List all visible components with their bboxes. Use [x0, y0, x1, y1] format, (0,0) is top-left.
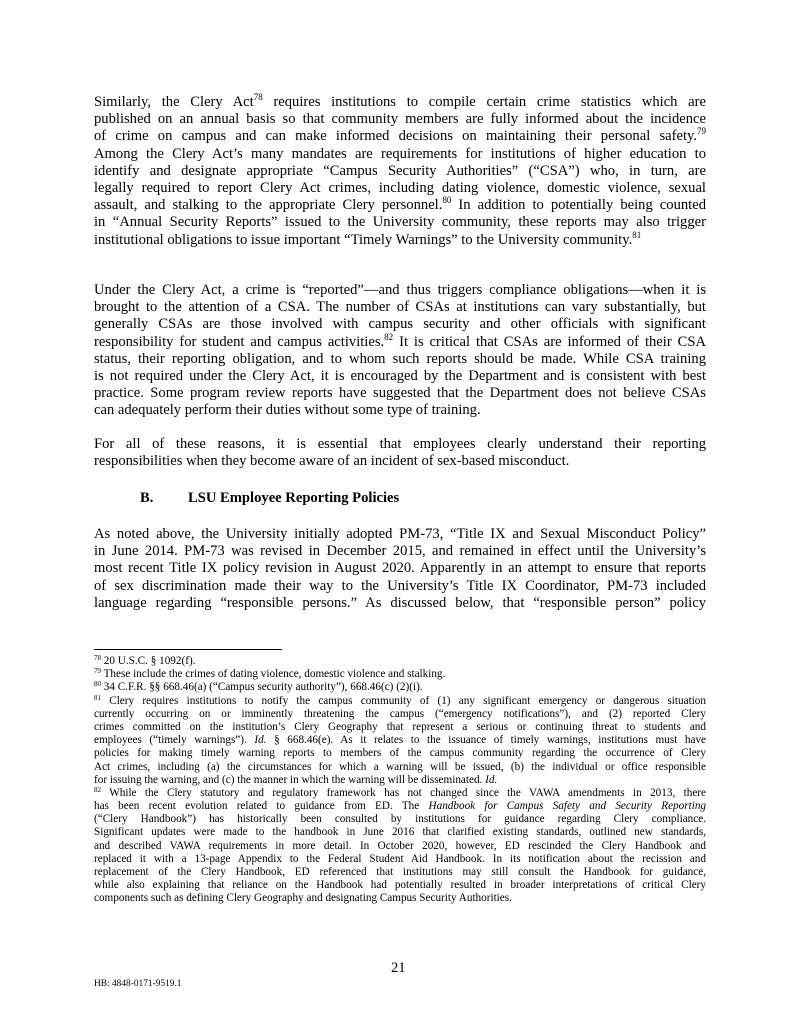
footnote-ref-80[interactable]: 80 [442, 195, 452, 206]
footnote-78: $^{78}$ 20 U.S.C. § 1092(f). [94, 654, 196, 667]
footnote-ref-82[interactable]: 82 [384, 331, 394, 342]
section-title: LSU Employee Reporting Policies [188, 490, 400, 506]
footnote-ref-78[interactable]: 78 [253, 92, 263, 102]
section-number: B. [140, 490, 154, 506]
footnote-81: $^{81}$ Clery requires institutions to notify the campus community of (1) any significant emergency or dangerous situation [94, 693, 706, 707]
footnote-80: $^{80}$ 34 C.F.R. §§ 668.46(a) (“Campus security authority”), 668.46(c) (2)(i). [94, 680, 423, 694]
footnote-ref-79[interactable]: 79 [697, 126, 706, 137]
paragraph-csa-reporting: Under the Clery Act, a crime is “reported”—and thus triggers compliance obligations—when it is brought to the attention of a CSA. The number of CSAs at institutions can vary substantially, but generally CSAs are those involved with campus security and other officials with significant responsibility for student and campus activities.$^{82}$ It is critical that CSAs are informed of their CSA status, their reporting obligation, and to whom such reports should be made. While CSA training is not required under the Clery Act, it is encouraged by the Department and is consistent with best practice. Some program review reports have suggested that the Department does not believe CSAs can adequately perform their duties without some type of training. [94, 282, 706, 419]
page-number: 21 [391, 960, 406, 976]
paragraph-lsu-policy: As noted above, the University initially adopted PM-73, “Title IX and Sexual Misconduct Policy” in June 2014. PM-73 was revised in December 2015, and remained in effect until the University’s most recent Title IX policy revision in August 2020. Apparently in an attempt to ensure that reports of sex discrimination made their way to the University’s Title IX Coordinator, PM-73 included language regarding “responsible persons.” As discussed below, that “responsible person” policy [94, 526, 706, 611]
footnote-separator [94, 649, 282, 650]
document-id: HB: 4848-0171-9519.1 [94, 979, 182, 989]
paragraph-clery-act-intro: Similarly, the Clery Act$^{78}$ requires institutions to compile certain crime statistics which are published on an annual basis so that community members are fully informed about the incidence of crime on campus and can make informed decisions on maintaining their personal safety.$^{79}$ Among the Clery Act’s many mandates are requirements for institutions of higher education to identify and designate appropriate “Campus Security Authorities” (“CSA”) who, in turn, are legally required to report Clery Act crimes, including dating violence, domestic violence, sexual assault, and stalking to the appropriate Clery personnel.$^{80}$ In addition to potentially being counted in “Annual Security Reports” issued to the University community, these reports may also trigger institutional obligations to issue important “Timely Warnings” to the University community.$^{81}$ [94, 92, 706, 248]
footnote-79: $^{79}$ These include the crimes of dating violence, domestic violence and stalking. [94, 667, 446, 681]
footnote-ref-81[interactable]: 81 [632, 229, 642, 240]
section-heading [140, 490, 399, 507]
footnotes: $^{78}$ 20 U.S.C. § 1092(f). $^{79}$ These include the crimes of dating violence, domestic violence and stalking. $^{80}$ 34 C.F.R. §§ 668.46(a) (“Campus security authority”), 668.46(c) (2)(i). $^{81}$ Clery requires institutions to notify the campus community of (1) any significant emergency or dangerous situation currently occurring on or imminently threatening the campus (“emergency notifications”), and (2) reported Clery crimes committed on the institution’s Clery Geography that represent a serious or continuing threat to students and employees (“timely warnings”). Id. § 668.46(e). As it relates to the issuance of timely warnings, institutions must have policies for making timely warning reports to members of the campus community regarding the occurrence of Clery Act crimes, including (a) the circumstances for which a warning will be issued, (b) the individual or office responsible for issuing the warning, and (c) the manner in which the warning will be disseminated. Id. $^{82}$ While the Clery statutory and regulatory framework has not changed since the VAWA amendments in 2013, there has been recent evolution related to guidance from ED. The Handbook for Campus Safety and Security Reporting (“Clery Handbook”) has historically been consulted by institutions for guidance regarding Clery compliance. Significant updates were made to the handbook in June 2016 that clarified existing standards, outlined new standards, and described VAWA requirements in more detail. In October 2020, however, ED rescinded the Clery Handbook and replaced it with a 13-page Appendix to the Federal Student Aid Handbook. In its notification about the recission and replacement of the Clery Handbook, ED referenced that institutions may still consult the Handbook for guidance, while also explaining that reliance on the Handbook had potentially resulted in broader interpretations of critical Clery components such as defining Clery Geography and designating Campus Security Authorities. [94, 654, 707, 905]
footnote-82: $^{82}$ While the Clery statutory and regulatory framework has not changed since the VAWA amendments in 2013, there [94, 785, 706, 799]
paragraph-reasons-summary: For all of these reasons, it is essential that employees clearly understand their reporting responsibilities when they become aware of an incident of sex-based misconduct. [94, 436, 706, 470]
